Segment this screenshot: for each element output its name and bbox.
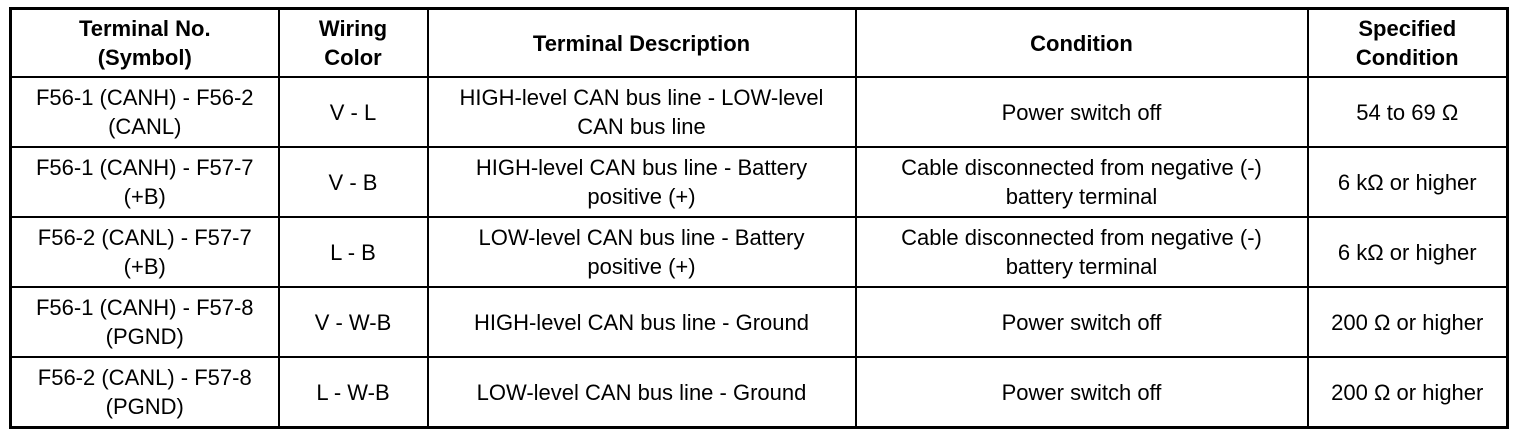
cell-condition: Power switch off	[856, 357, 1308, 428]
cell-terminal-no: F56-2 (CANL) - F57-8 (PGND)	[11, 357, 279, 428]
cell-wiring-color: V - B	[279, 147, 428, 217]
cell-terminal-description: HIGH-level CAN bus line - Battery positive (+)	[428, 147, 856, 217]
table-header	[11, 9, 1508, 78]
table-row	[11, 217, 1508, 287]
cell-terminal-no: F56-1 (CANH) - F57-8 (PGND)	[11, 287, 279, 357]
cell-specified-condition: 6 kΩ or higher	[1308, 217, 1508, 287]
cell-specified-condition: 200 Ω or higher	[1308, 287, 1508, 357]
terminal-spec-table-container	[9, 7, 1506, 429]
cell-wiring-color: V - W-B	[279, 287, 428, 357]
cell-specified-condition: 54 to 69 Ω	[1308, 77, 1508, 147]
cell-terminal-no: F56-1 (CANH) - F57-7 (+B)	[11, 147, 279, 217]
header-wiring-color: Wiring Color	[279, 9, 428, 78]
cell-condition: Power switch off	[856, 287, 1308, 357]
header-condition: Condition	[856, 9, 1308, 78]
cell-condition: Cable disconnected from negative (-) battery terminal	[856, 217, 1308, 287]
table-row	[11, 357, 1508, 428]
header-terminal-description: Terminal Description	[428, 9, 856, 78]
table-row	[11, 147, 1508, 217]
header-row	[11, 9, 1508, 78]
table-body	[11, 77, 1508, 428]
cell-wiring-color: L - W-B	[279, 357, 428, 428]
cell-condition: Power switch off	[856, 77, 1308, 147]
cell-specified-condition: 200 Ω or higher	[1308, 357, 1508, 428]
cell-terminal-no: F56-1 (CANH) - F56-2 (CANL)	[11, 77, 279, 147]
cell-wiring-color: L - B	[279, 217, 428, 287]
cell-terminal-description: HIGH-level CAN bus line - LOW-level CAN bus line	[428, 77, 856, 147]
cell-terminal-description: LOW-level CAN bus line - Battery positive (+)	[428, 217, 856, 287]
cell-terminal-no: F56-2 (CANL) - F57-7 (+B)	[11, 217, 279, 287]
cell-specified-condition: 6 kΩ or higher	[1308, 147, 1508, 217]
terminal-spec-table	[9, 7, 1509, 429]
cell-wiring-color: V - L	[279, 77, 428, 147]
table-row	[11, 77, 1508, 147]
cell-condition: Cable disconnected from negative (-) battery terminal	[856, 147, 1308, 217]
header-terminal-no: Terminal No. (Symbol)	[11, 9, 279, 78]
header-specified-condition: Specified Condition	[1308, 9, 1508, 78]
table-row	[11, 287, 1508, 357]
cell-terminal-description: HIGH-level CAN bus line - Ground	[428, 287, 856, 357]
cell-terminal-description: LOW-level CAN bus line - Ground	[428, 357, 856, 428]
